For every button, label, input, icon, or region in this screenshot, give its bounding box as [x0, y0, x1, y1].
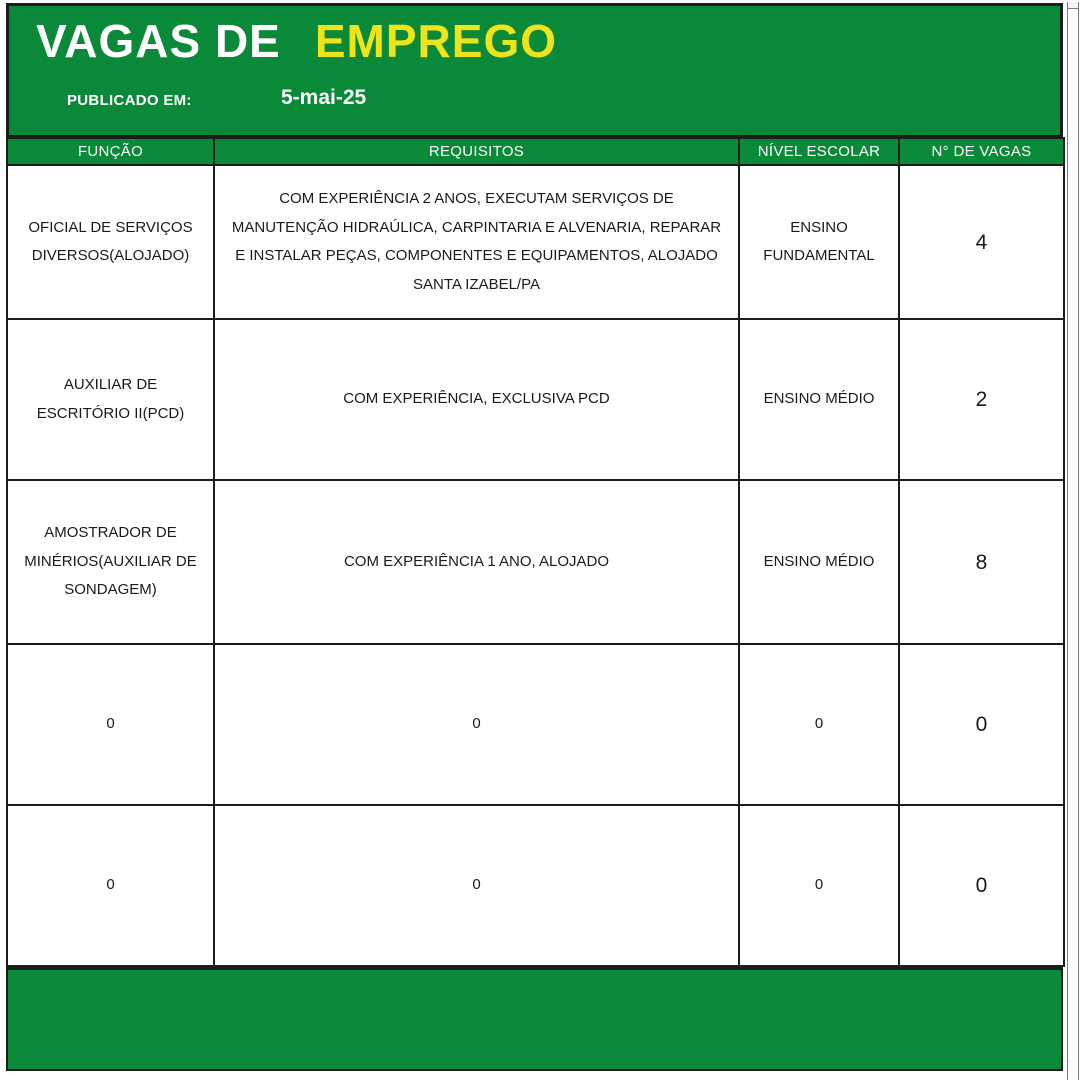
page-title — [36, 14, 557, 68]
table-row — [7, 805, 1064, 966]
cell-funcao: 0 — [7, 644, 214, 805]
cell-nivel-escolar: ENSINO FUNDAMENTAL — [739, 165, 899, 319]
table-header-row — [7, 138, 1064, 165]
cell-nivel-escolar: ENSINO MÉDIO — [739, 319, 899, 480]
table-row — [7, 319, 1064, 480]
published-date: 5-mai-25 — [281, 86, 367, 109]
jobs-table — [6, 137, 1065, 967]
cell-requisitos: 0 — [214, 644, 739, 805]
table-row — [7, 644, 1064, 805]
cell-vagas: 0 — [899, 644, 1064, 805]
cell-funcao: OFICIAL DE SERVIÇOS DIVERSOS(ALOJADO) — [7, 165, 214, 319]
cell-requisitos: COM EXPERIÊNCIA 1 ANO, ALOJADO — [214, 480, 739, 644]
cell-requisitos: 0 — [214, 805, 739, 966]
table-row — [7, 165, 1064, 319]
cell-nivel-escolar: 0 — [739, 644, 899, 805]
cell-vagas: 8 — [899, 480, 1064, 644]
cell-vagas: 4 — [899, 165, 1064, 319]
cell-requisitos: COM EXPERIÊNCIA, EXCLUSIVA PCD — [214, 319, 739, 480]
title-banner — [6, 3, 1063, 137]
footer-band — [6, 967, 1063, 1071]
cell-funcao: 0 — [7, 805, 214, 966]
cell-funcao: AUXILIAR DE ESCRITÓRIO II(PCD) — [7, 319, 214, 480]
scrollbar-thumb[interactable] — [1068, 2, 1078, 9]
column-header-funcao: FUNÇÃO — [7, 138, 214, 165]
vertical-scrollbar[interactable] — [1067, 2, 1079, 1080]
cell-nivel-escolar: ENSINO MÉDIO — [739, 480, 899, 644]
column-header-nivel-escolar: NÍVEL ESCOLAR — [739, 138, 899, 165]
cell-vagas: 2 — [899, 319, 1064, 480]
cell-vagas: 0 — [899, 805, 1064, 966]
column-header-requisitos: REQUISITOS — [214, 138, 739, 165]
announcement-sheet — [6, 3, 1063, 1071]
page-title-main: VAGAS DE — [36, 15, 281, 67]
cell-nivel-escolar: 0 — [739, 805, 899, 966]
page-title-highlight: EMPREGO — [314, 15, 558, 67]
cell-requisitos: COM EXPERIÊNCIA 2 ANOS, EXECUTAM SERVIÇOS DE MANUTENÇÃO HIDRAÚLICA, CARPINTARIA E ALVENARIA, REPARAR E INSTALAR PEÇAS, COMPONENTES E EQUIPAMENTOS, ALOJADO SANTA IZABEL/PA — [214, 165, 739, 319]
published-label: PUBLICADO EM: — [67, 92, 192, 109]
table-row — [7, 480, 1064, 644]
cell-funcao: AMOSTRADOR DE MINÉRIOS(AUXILIAR DE SONDAGEM) — [7, 480, 214, 644]
column-header-n-de-vagas: N° DE VAGAS — [899, 138, 1064, 165]
